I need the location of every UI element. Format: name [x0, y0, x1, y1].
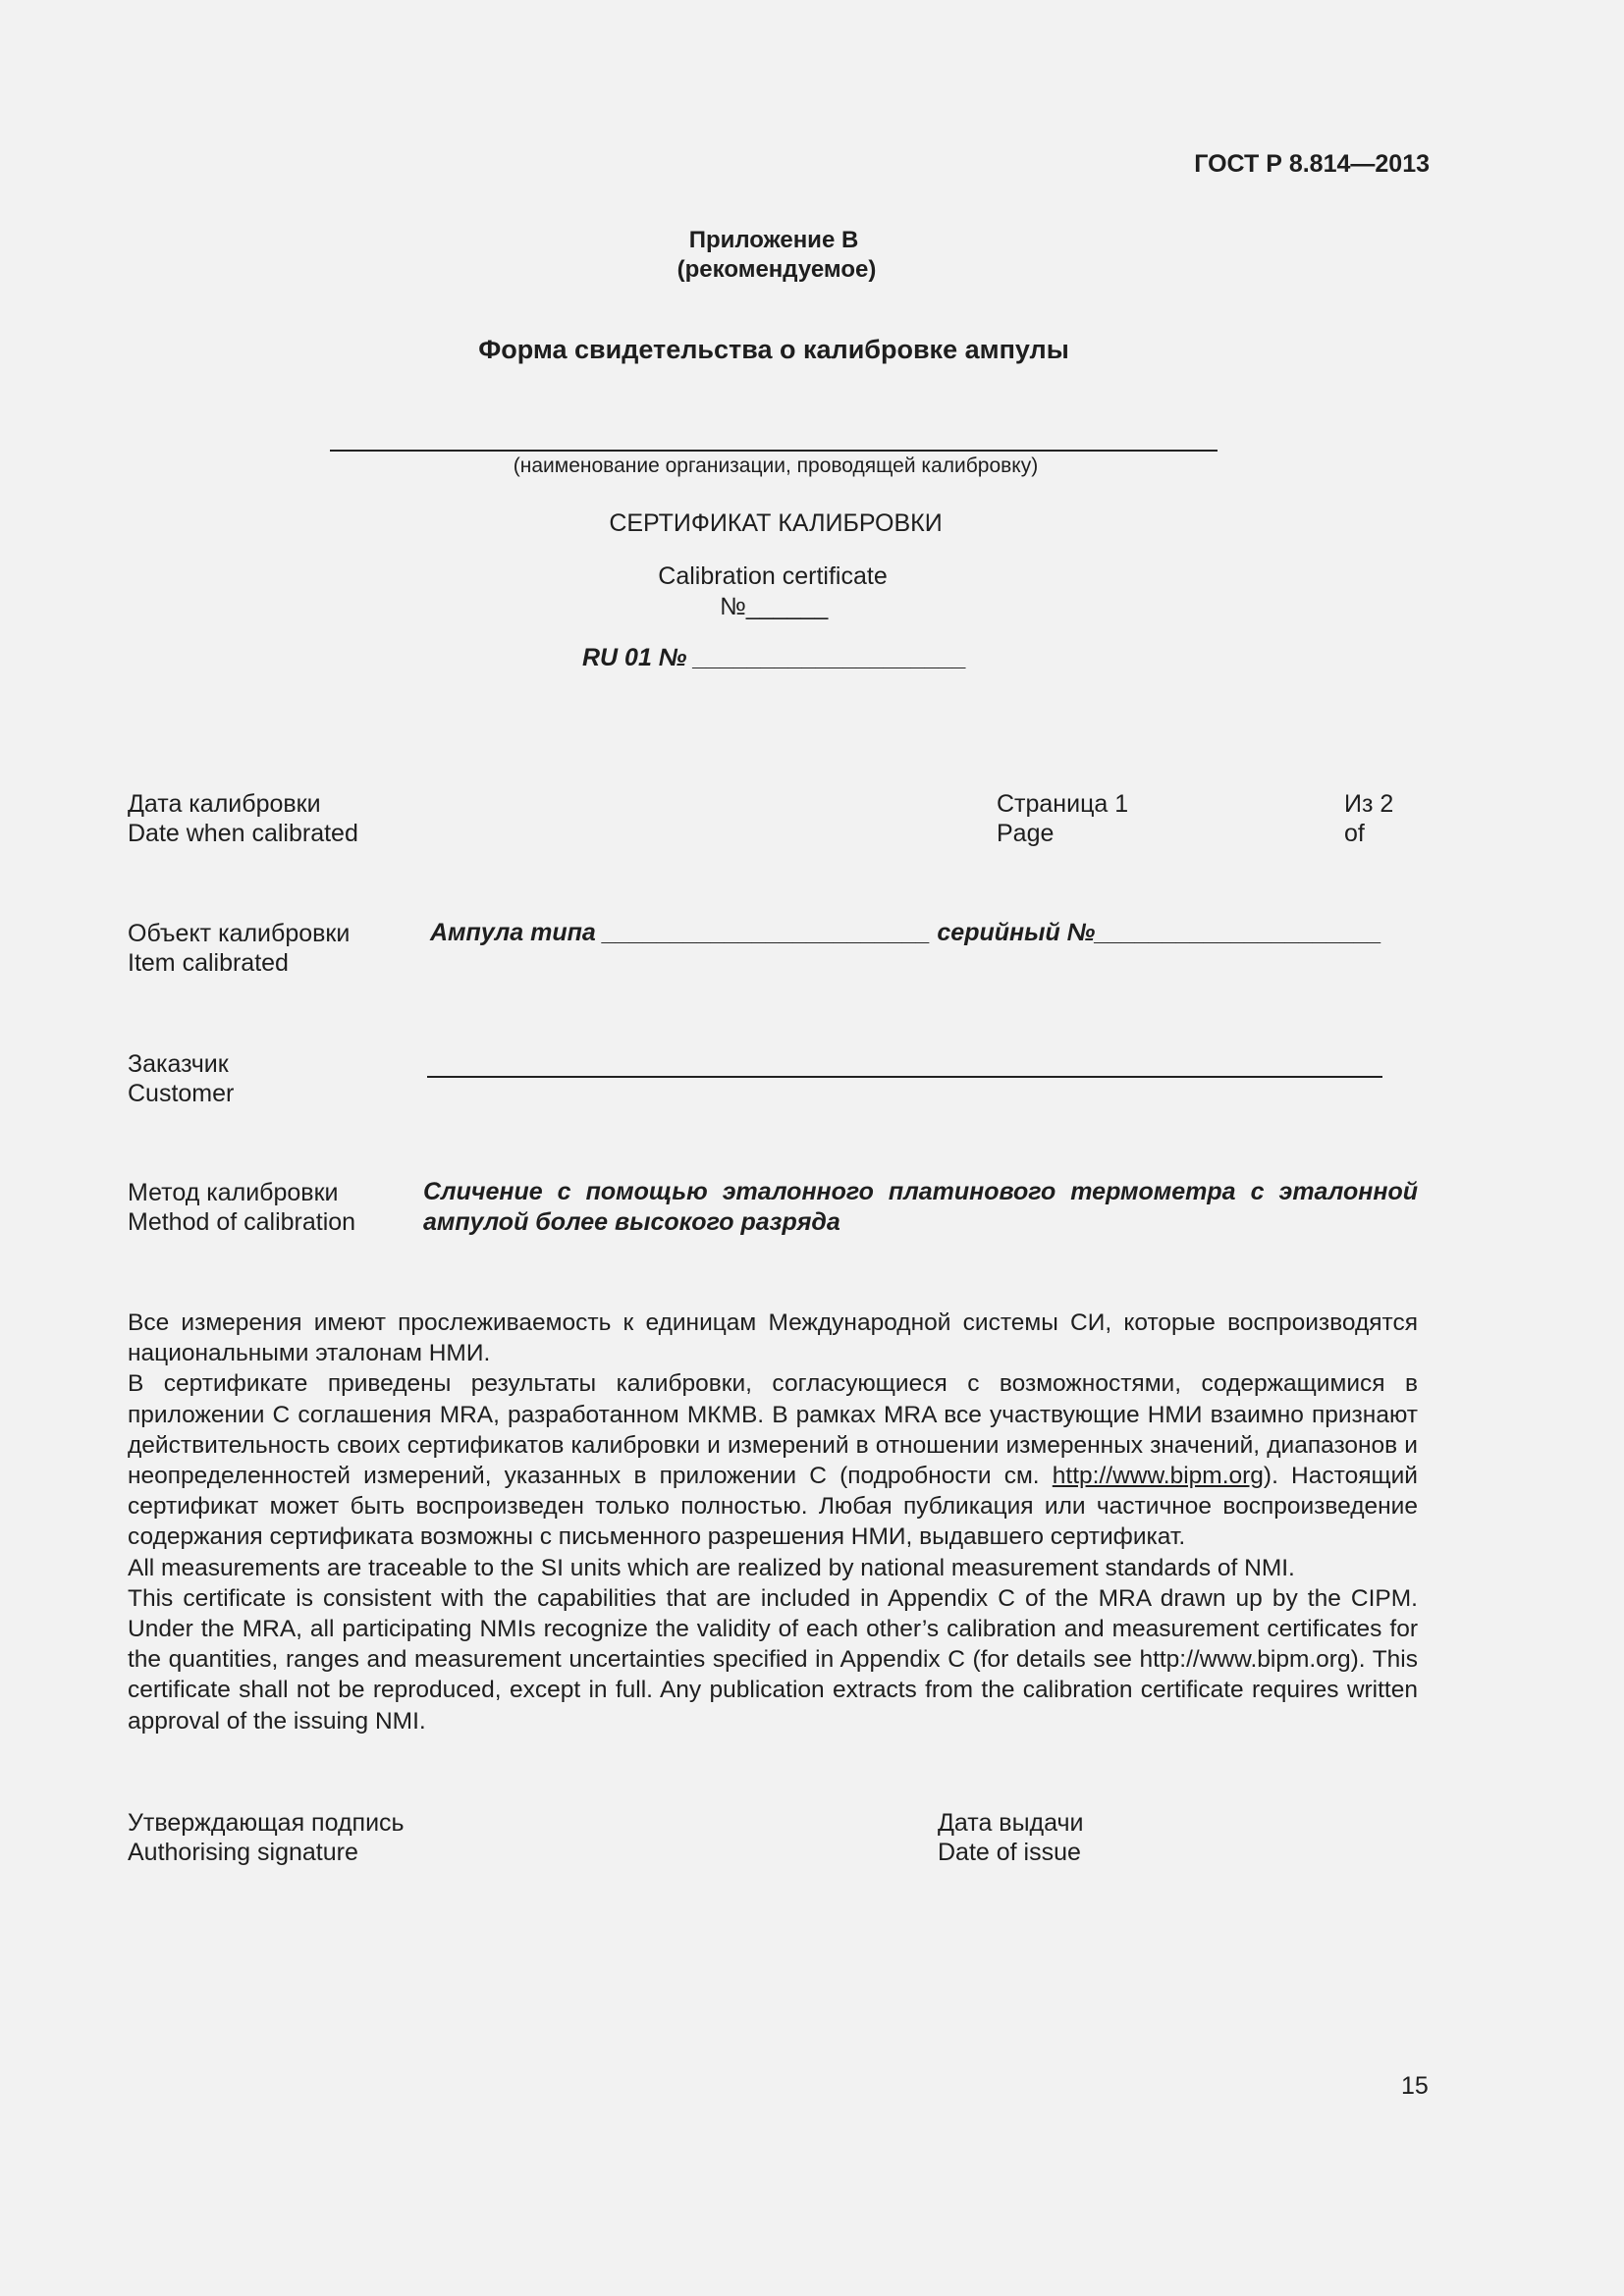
object-label-en: Item calibrated: [128, 949, 289, 977]
method-value-line-2: ампулой более высокого разряда: [423, 1208, 840, 1236]
traceability-paragraph-en: All measurements are traceable to the SI units which are realized by national measurement standards of NMI.: [128, 1554, 1295, 1581]
certificate-title-ru: СЕРТИФИКАТ КАЛИБРОВКИ: [609, 509, 943, 537]
issue-date-label-en: Date of issue: [938, 1839, 1081, 1866]
organization-name-line: [330, 450, 1218, 452]
method-label-en: Method of calibration: [128, 1208, 356, 1236]
of-label-en: of: [1344, 820, 1365, 847]
page-number: 15: [1401, 2072, 1429, 2100]
method-value-line-1: Сличение с помощью эталонного платинового термометра с эталонной: [423, 1178, 1418, 1205]
certificate-body-text: [128, 1308, 1418, 1736]
date-label-ru: Дата калибровки: [128, 790, 321, 818]
certificate-ru-number: RU 01 № ____________________: [582, 644, 967, 671]
date-label-en: Date when calibrated: [128, 820, 358, 847]
appendix-subtitle: (рекомендуемое): [677, 256, 877, 283]
appendix-heading: Форма свидетельства о калибровке ампулы: [478, 335, 1069, 364]
traceability-paragraph-ru: Все измерения имеют прослеживаемость к единицам Международной системы СИ, которые воспроизводятся национальными эталонам НМИ.: [128, 1309, 1418, 1367]
object-value: Ампула типа ________________________ серийный №_____________________: [430, 919, 1382, 946]
customer-label-en: Customer: [128, 1080, 235, 1107]
signature-label-en: Authorising signature: [128, 1839, 358, 1866]
of-label-ru: Из 2: [1344, 790, 1394, 818]
mra-paragraph-ru: [128, 1368, 1418, 1552]
page-label-ru: Страница 1: [997, 790, 1129, 818]
certificate-number-label: №______: [720, 593, 829, 620]
bipm-link[interactable]: http://www.bipm.org: [1052, 1463, 1264, 1490]
organization-caption: (наименование организации, проводящей калибровку): [513, 454, 1039, 477]
issue-date-label-ru: Дата выдачи: [938, 1809, 1084, 1837]
mra-text-after-link: ). Настоящий сертификат может быть воспроизведен только полностью. Любая публикация или частичное воспроизведение содержания сертификата возможны с письменного разрешения НМИ, выдавшего сертификат.: [128, 1463, 1418, 1551]
customer-label-ru: Заказчик: [128, 1050, 229, 1078]
method-label-ru: Метод калибровки: [128, 1179, 339, 1206]
certificate-title-en: Calibration certificate: [658, 562, 888, 590]
page-label-en: Page: [997, 820, 1055, 847]
mra-paragraph-en: This certificate is consistent with the capabilities that are included in Appendix C of the MRA drawn up by the CIPM. Under the MRA, all participating NMIs recognize the validity of each other’s calibration and measurement certificates for the quantities, ranges and measurement uncertainties specified in Appendix C (for details see http://www.bipm.org). This certificate shall not be reproduced, except in full. Any publication extracts from the calibration certificate requires written approval of the issuing NMI.: [128, 1584, 1418, 1735]
appendix-title: Приложение В: [688, 227, 859, 253]
document-code: ГОСТ Р 8.814—2013: [1194, 150, 1430, 178]
object-label-ru: Объект калибровки: [128, 920, 351, 947]
signature-label-ru: Утверждающая подпись: [128, 1809, 405, 1837]
mra-text-before-link: В сертификате приведены результаты калибровки, согласующиеся с возможностями, содержащимися в приложении С соглашения MRA, разработанном МКМВ. В рамках MRA все участвующие НМИ взаимно признают действительность своих сертификатов калибровки и измерений в отношении измеренных значений, диапазонов и неопределенностей измерений, указанных в приложении С (подробности см.: [128, 1370, 1418, 1490]
customer-line: [427, 1076, 1382, 1078]
